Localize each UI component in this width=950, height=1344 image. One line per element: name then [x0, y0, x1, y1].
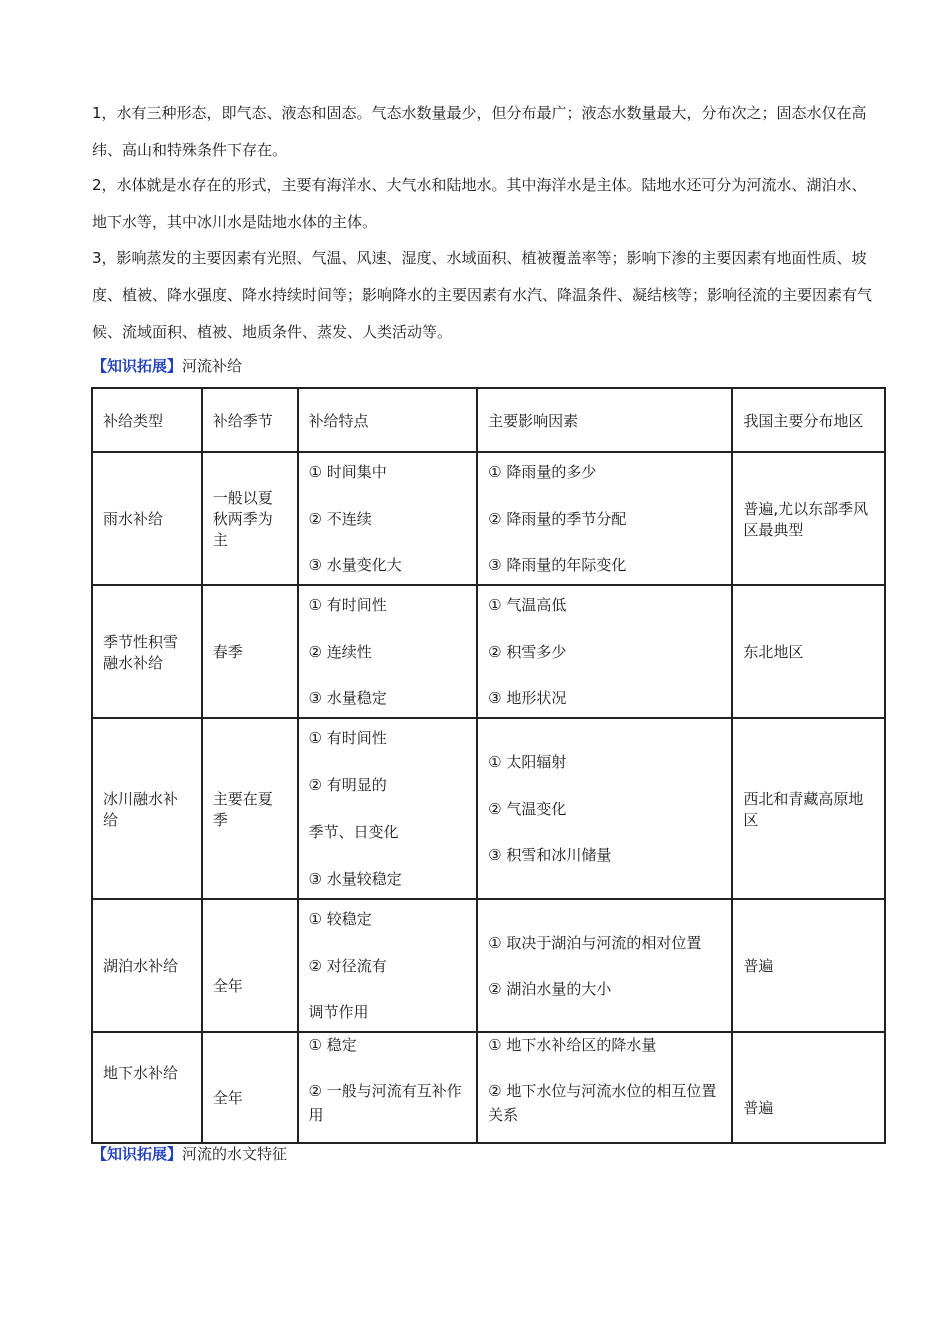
feature-item: ③ 水量稳定: [308, 689, 387, 707]
factor-item: ③ 地形状况: [488, 689, 567, 707]
factor-item: ② 气温变化: [488, 799, 567, 818]
section-heading-river-supply: [92, 355, 242, 377]
factor-item: ③ 积雪和冰川储量: [488, 846, 612, 864]
supply-factors-cell: [477, 585, 732, 718]
supply-season-cell: 一般以夏秋两季为主: [202, 452, 298, 585]
header-cell: 我国主要分布地区: [732, 388, 885, 452]
supply-features-cell: [298, 452, 478, 585]
feature-item: ③ 水量变化大: [308, 556, 402, 574]
feature-item: ② 不连续: [308, 509, 372, 528]
river-supply-table: [91, 387, 886, 1144]
factor-item: ③ 降雨量的年际变化: [488, 556, 627, 574]
feature-item: ② 连续性: [308, 642, 372, 661]
feature-item: 季节、日变化: [308, 823, 399, 841]
factor-item: ② 湖泊水量的大小: [488, 979, 612, 998]
paragraph-water-forms: 1，水有三种形态，即气态、液态和固态。气态水数量最少，但分布最广；液态水数量最大，分布次之；固态水仅在高纬、高山和特殊条件下存在。: [92, 104, 867, 159]
header-cell: 补给季节: [202, 388, 298, 452]
supply-region-cell: 普遍,尤以东部季风区最典型: [732, 452, 885, 585]
supply-factors-cell: [477, 899, 732, 1032]
table-row: [92, 718, 885, 899]
header-cell: 补给特点: [298, 388, 478, 452]
supply-season-cell: 春季: [202, 585, 298, 718]
supply-region-cell: 普遍: [732, 899, 885, 1032]
supply-season-cell: 全年: [202, 1032, 298, 1143]
feature-item: ① 时间集中: [308, 463, 387, 481]
factor-item: ② 降雨量的季节分配: [488, 509, 627, 528]
supply-type-cell: 地下水补给: [92, 1032, 202, 1143]
feature-item: ① 稳定: [308, 1036, 357, 1054]
supply-region-cell: 东北地区: [732, 585, 885, 718]
factor-item: ② 地下水位与河流水位的相互位置关系: [488, 1082, 717, 1124]
paragraph-influencing-factors: 3，影响蒸发的主要因素有光照、气温、风速、湿度、水域面积、植被覆盖率等；影响下渗的主要因素有地面性质、坡度、植被、降水强度、降水持续时间等；影响降水的主要因素有水汽、降温条件、凝结核等；影响径流的主要因素有气候、流域面积、植被、地质条件、蒸发、人类活动等。: [92, 249, 873, 341]
supply-type-cell: 冰川融水补给: [92, 718, 202, 899]
factor-item: ① 地下水补给区的降水量: [488, 1036, 657, 1054]
factor-item: ① 降雨量的多少: [488, 463, 597, 481]
feature-item: ② 对径流有: [308, 956, 387, 975]
supply-factors-cell: [477, 718, 732, 899]
table-header-row: [92, 388, 885, 452]
supply-region-cell: 西北和青藏高原地区: [732, 718, 885, 899]
header-cell: 补给类型: [92, 388, 202, 452]
supply-season-cell: 全年: [202, 899, 298, 1032]
table-row: [92, 899, 885, 1032]
section-tag: 【知识拓展】: [92, 1145, 183, 1163]
feature-item: ① 有时间性: [308, 729, 387, 747]
feature-item: ② 有明显的: [308, 776, 387, 794]
supply-factors-cell: [477, 1032, 732, 1143]
supply-features-cell: [298, 1032, 478, 1143]
supply-features-cell: [298, 585, 478, 718]
factor-item: ① 太阳辐射: [488, 753, 567, 771]
factor-item: ② 积雪多少: [488, 642, 567, 661]
section-title: 河流补给: [182, 357, 243, 375]
feature-item: ③ 水量较稳定: [308, 870, 402, 888]
paragraph-water-bodies: 2，水体就是水存在的形式，主要有海洋水、大气水和陆地水。其中海洋水是主体。陆地水还可分为河流水、湖泊水、地下水等，其中冰川水是陆地水体的主体。: [92, 176, 867, 231]
table-row: [92, 585, 885, 718]
supply-season-cell: 主要在夏季: [202, 718, 298, 899]
feature-item: ① 较稳定: [308, 910, 372, 928]
table-row: [92, 1032, 885, 1143]
feature-item: ② 一般与河流有互补作用: [308, 1082, 462, 1124]
feature-item: 调节作用: [308, 1003, 369, 1021]
table-row: [92, 452, 885, 585]
factor-item: ① 取决于湖泊与河流的相对位置: [488, 933, 702, 952]
supply-features-cell: [298, 899, 478, 1032]
supply-type-cell: 湖泊水补给: [92, 899, 202, 1032]
supply-type-cell: 雨水补给: [92, 452, 202, 585]
section-heading-hydrology: [92, 1143, 287, 1165]
supply-features-cell: [298, 718, 478, 899]
header-cell: 主要影响因素: [477, 388, 732, 452]
section-title: 河流的水文特征: [182, 1145, 288, 1163]
supply-region-cell: 普遍: [732, 1032, 885, 1143]
factor-item: ① 气温高低: [488, 596, 567, 614]
supply-factors-cell: [477, 452, 732, 585]
feature-item: ① 有时间性: [308, 596, 387, 614]
supply-type-cell: 季节性积雪融水补给: [92, 585, 202, 718]
section-tag: 【知识拓展】: [92, 357, 183, 375]
